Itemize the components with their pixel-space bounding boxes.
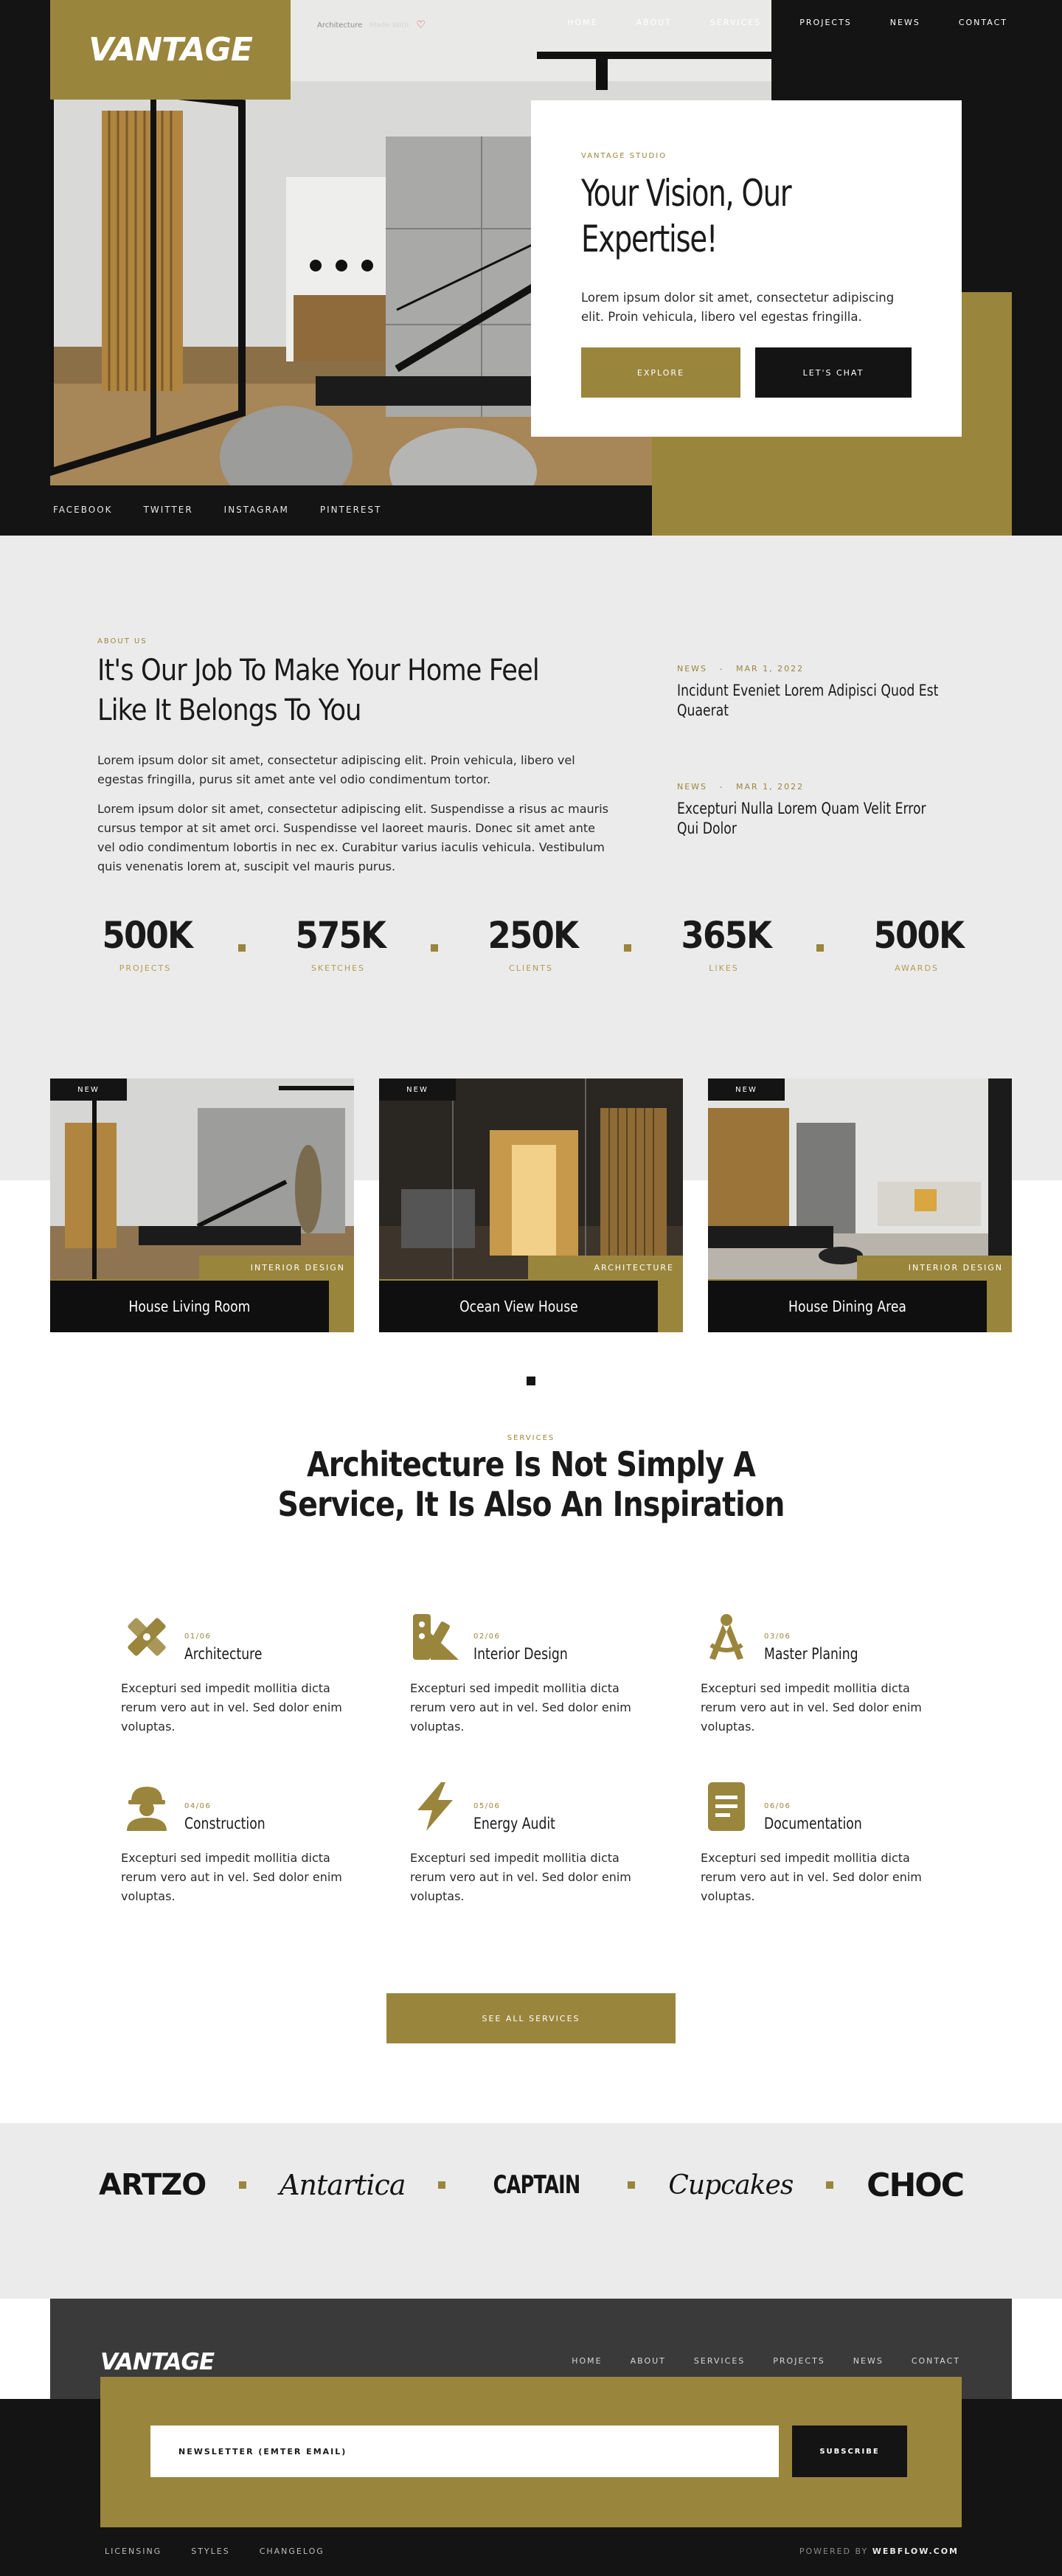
service-header [410, 1611, 631, 1663]
hard-hat-worker-icon [121, 1781, 173, 1832]
project-card[interactable] [379, 1078, 683, 1332]
stat-separator [624, 944, 631, 952]
service-number: 05/06 [473, 1802, 501, 1810]
service-header [701, 1611, 922, 1663]
made-with-prefix: Architecture [317, 21, 363, 30]
new-badge: NEW [708, 1078, 785, 1101]
service-name: Interior Design [473, 1645, 568, 1663]
service-header [121, 1781, 342, 1832]
nav-contact[interactable]: CONTACT [958, 18, 1007, 27]
footer-link-styles[interactable]: STYLES [191, 2546, 230, 2556]
client-separator [628, 2181, 635, 2189]
footer-nav-contact[interactable]: CONTACT [911, 2356, 960, 2366]
project-card-frame [379, 1078, 683, 1332]
made-with-label: Made With [369, 21, 409, 30]
footer-nav-projects[interactable]: PROJECTS [773, 2356, 825, 2366]
clients-section-background [0, 2123, 1062, 2299]
news-category: NEWS [677, 782, 708, 792]
footer-nav-about[interactable]: ABOUT [630, 2356, 666, 2366]
footer-logo[interactable] [100, 2349, 214, 2375]
social-twitter[interactable]: TWITTER [143, 505, 193, 515]
project-title-bar[interactable] [379, 1281, 658, 1332]
project-card-frame [708, 1078, 1012, 1332]
lightning-bolt-icon [410, 1781, 462, 1832]
service-description: Excepturi sed impedit mollitia dicta rerum vero aut in vel. Sed dolor enim voluptas. [410, 1851, 631, 1903]
stat-clients [483, 915, 579, 973]
subscribe-button[interactable]: SUBSCRIBE [792, 2426, 907, 2477]
made-with-badge[interactable] [317, 19, 426, 31]
service-description: Excepturi sed impedit mollitia dicta rerum vero aut in vel. Sed dolor enim voluptas. [701, 1851, 922, 1903]
stat-value: 575K [295, 914, 385, 957]
news-separator: - [711, 664, 732, 674]
project-card-frame [50, 1078, 354, 1332]
news-item[interactable] [677, 664, 943, 721]
project-photo [708, 1078, 1012, 1279]
service-heading [473, 1802, 573, 1832]
service-number: 06/06 [764, 1802, 791, 1810]
news-date: MAR 1, 2022 [736, 782, 805, 792]
news-meta [677, 782, 943, 792]
nav-services[interactable]: SERVICES [709, 18, 762, 27]
logo-wordmark: VANTAGE [88, 31, 252, 69]
service-item[interactable] [410, 1611, 631, 1737]
stats-row [97, 915, 965, 973]
stat-separator [238, 944, 246, 952]
hero-card [531, 100, 962, 437]
services-eyebrow: SERVICES [507, 1434, 555, 1442]
social-facebook[interactable]: FACEBOOK [53, 505, 113, 515]
service-item[interactable] [121, 1611, 342, 1737]
powered-brand: WEBFLOW.COM [872, 2546, 959, 2556]
client-logos [99, 2161, 963, 2209]
news-meta [677, 664, 943, 674]
service-header [701, 1781, 922, 1832]
stat-label: AWARDS [895, 963, 939, 973]
main-nav [567, 18, 1007, 27]
footer-link-changelog[interactable]: CHANGELOG [259, 2546, 324, 2556]
social-pinterest[interactable]: PINTEREST [319, 505, 382, 515]
powered-by[interactable] [799, 2546, 959, 2556]
footer-links [105, 2546, 324, 2556]
project-title-bar[interactable] [708, 1281, 987, 1332]
service-heading [184, 1632, 280, 1663]
newsletter-email-input[interactable] [150, 2426, 779, 2477]
project-category: ARCHITECTURE [594, 1263, 674, 1273]
project-title-bar[interactable] [50, 1281, 329, 1332]
service-header [121, 1611, 342, 1663]
about-eyebrow: ABOUT US [97, 637, 148, 645]
about-title: It's Our Job To Make Your Home Feel Like It Belongs To You [97, 654, 539, 727]
client-separator [826, 2181, 833, 2189]
news-title[interactable]: Excepturi Nulla Lorem Quam Velit Error Qui Dolor [677, 800, 926, 837]
stat-label: PROJECTS [119, 963, 172, 973]
client-separator [239, 2181, 246, 2189]
stat-projects [97, 915, 193, 973]
newsletter-panel [100, 2377, 962, 2527]
project-photo [50, 1078, 354, 1279]
stat-value: 250K [487, 914, 578, 957]
social-links [53, 505, 381, 515]
service-heading [764, 1632, 879, 1663]
service-description: Excepturi sed impedit mollitia dicta rerum vero aut in vel. Sed dolor enim voluptas. [701, 1681, 922, 1734]
project-photo [379, 1078, 683, 1279]
swatch-icon [410, 1611, 462, 1663]
service-item[interactable] [701, 1611, 922, 1737]
pencil-ruler-icon [121, 1611, 173, 1663]
news-date: MAR 1, 2022 [736, 664, 805, 674]
service-name: Energy Audit [473, 1815, 555, 1832]
project-title: House Dining Area [788, 1298, 906, 1315]
stat-separator [431, 944, 438, 952]
project-card[interactable] [50, 1078, 354, 1332]
client-logo-cupcakes[interactable]: Cupcakes [668, 2170, 794, 2201]
stat-value: 500K [873, 914, 964, 957]
service-description: Excepturi sed impedit mollitia dicta rerum vero aut in vel. Sed dolor enim voluptas. [121, 1681, 342, 1734]
nav-home[interactable]: HOME [567, 18, 598, 27]
service-name: Master Planing [764, 1645, 858, 1663]
footer-nav-home[interactable]: HOME [572, 2356, 603, 2366]
footer-nav-news[interactable]: NEWS [853, 2356, 884, 2366]
footer-link-licensing[interactable]: LICENSING [105, 2546, 162, 2556]
hero-eyebrow: VANTAGE STUDIO [581, 152, 667, 160]
client-logo-artzo[interactable]: ARTZO [99, 2168, 206, 2202]
client-separator [438, 2181, 445, 2189]
service-item[interactable] [410, 1781, 631, 1906]
footer-nav [572, 2356, 960, 2366]
about-paragraph-2: Lorem ipsum dolor sit amet, consectetur adipiscing elit. Suspendisse a risus ac mauris cursus tempor at sit amet orci. Suspendisse vel laoreet mauris. Donec sit amet ante vel odio condimentum lobortis in nec ex. Curabitur varius iaculis vehicula. Vestibulum quis venenatis lorem at, suscipit vel mauris purus. [97, 802, 608, 873]
stat-label: SKETCHES [310, 963, 366, 973]
heart-icon: ♡ [416, 19, 426, 31]
footer-nav-services[interactable]: SERVICES [693, 2356, 746, 2366]
service-number: 04/06 [184, 1802, 212, 1810]
new-badge: NEW [50, 1078, 127, 1101]
client-logo-antartica[interactable]: Antartica [280, 2169, 406, 2201]
service-heading [764, 1802, 884, 1832]
service-heading [184, 1802, 283, 1832]
stat-awards [869, 915, 965, 973]
service-number: 03/06 [764, 1632, 791, 1641]
stat-value: 365K [681, 914, 771, 957]
lets-chat-button[interactable]: LET'S CHAT [755, 347, 912, 398]
stat-likes [676, 915, 772, 973]
hero-text: Lorem ipsum dolor sit amet, consectetur adipiscing elit. Proin vehicula, libero vel egestas fringilla. [581, 291, 895, 324]
service-name: Architecture [184, 1645, 263, 1663]
about-paragraph-1: Lorem ipsum dolor sit amet, consectetur adipiscing elit. Proin vehicula, libero vel egestas fringilla, purus sit amet ante vel odio condimentum tortor. [97, 753, 575, 786]
news-separator: - [711, 782, 732, 792]
new-badge: NEW [379, 1078, 456, 1101]
service-header [410, 1781, 631, 1832]
project-category: INTERIOR DESIGN [250, 1263, 345, 1273]
nav-about[interactable]: ABOUT [636, 18, 672, 27]
news-title[interactable]: Incidunt Eveniet Lorem Adipisci Quod Est Quaerat [677, 682, 939, 719]
compass-icon [701, 1611, 752, 1663]
footer-logo-wordmark: VANTAGE [100, 2349, 215, 2375]
stat-label: LIKES [709, 963, 739, 973]
social-instagram[interactable]: INSTAGRAM [223, 505, 289, 515]
project-title: Ocean View House [459, 1298, 578, 1315]
news-category: NEWS [677, 664, 708, 674]
document-icon [701, 1781, 752, 1832]
news-item[interactable] [677, 782, 943, 839]
hero-title: Your Vision, Our Expertise! [581, 172, 791, 260]
project-category: INTERIOR DESIGN [908, 1263, 1003, 1273]
service-item[interactable] [701, 1781, 922, 1906]
service-heading [473, 1632, 589, 1663]
explore-button[interactable]: EXPLORE [581, 347, 740, 398]
services-title: Architecture Is Not Simply A Service, It Is Also An Inspiration [277, 1444, 785, 1524]
project-title: House Living Room [128, 1298, 251, 1315]
service-description: Excepturi sed impedit mollitia dicta rerum vero aut in vel. Sed dolor enim voluptas. [410, 1681, 631, 1734]
logo[interactable] [50, 0, 291, 100]
stat-separator [816, 944, 824, 952]
service-number: 01/06 [184, 1632, 212, 1641]
see-all-services-button[interactable]: SEE ALL SERVICES [386, 1993, 676, 2043]
service-name: Construction [184, 1815, 266, 1832]
powered-prefix: POWERED BY [799, 2546, 869, 2556]
stat-label: CLIENTS [509, 963, 553, 973]
service-number: 02/06 [473, 1632, 501, 1641]
stat-value: 500K [102, 914, 192, 957]
nav-projects[interactable]: PROJECTS [799, 18, 852, 27]
section-divider [527, 1377, 535, 1385]
hero-buttons [581, 347, 912, 398]
nav-news[interactable]: NEWS [889, 18, 920, 27]
service-name: Documentation [764, 1815, 862, 1832]
stat-sketches [291, 915, 386, 973]
client-logo-choc[interactable]: CHOC [867, 2166, 963, 2204]
service-description: Excepturi sed impedit mollitia dicta rerum vero aut in vel. Sed dolor enim voluptas. [121, 1851, 342, 1903]
client-logo-captain[interactable]: CAPTAIN [493, 2170, 580, 2200]
project-card[interactable] [708, 1078, 1012, 1332]
service-item[interactable] [121, 1781, 342, 1906]
